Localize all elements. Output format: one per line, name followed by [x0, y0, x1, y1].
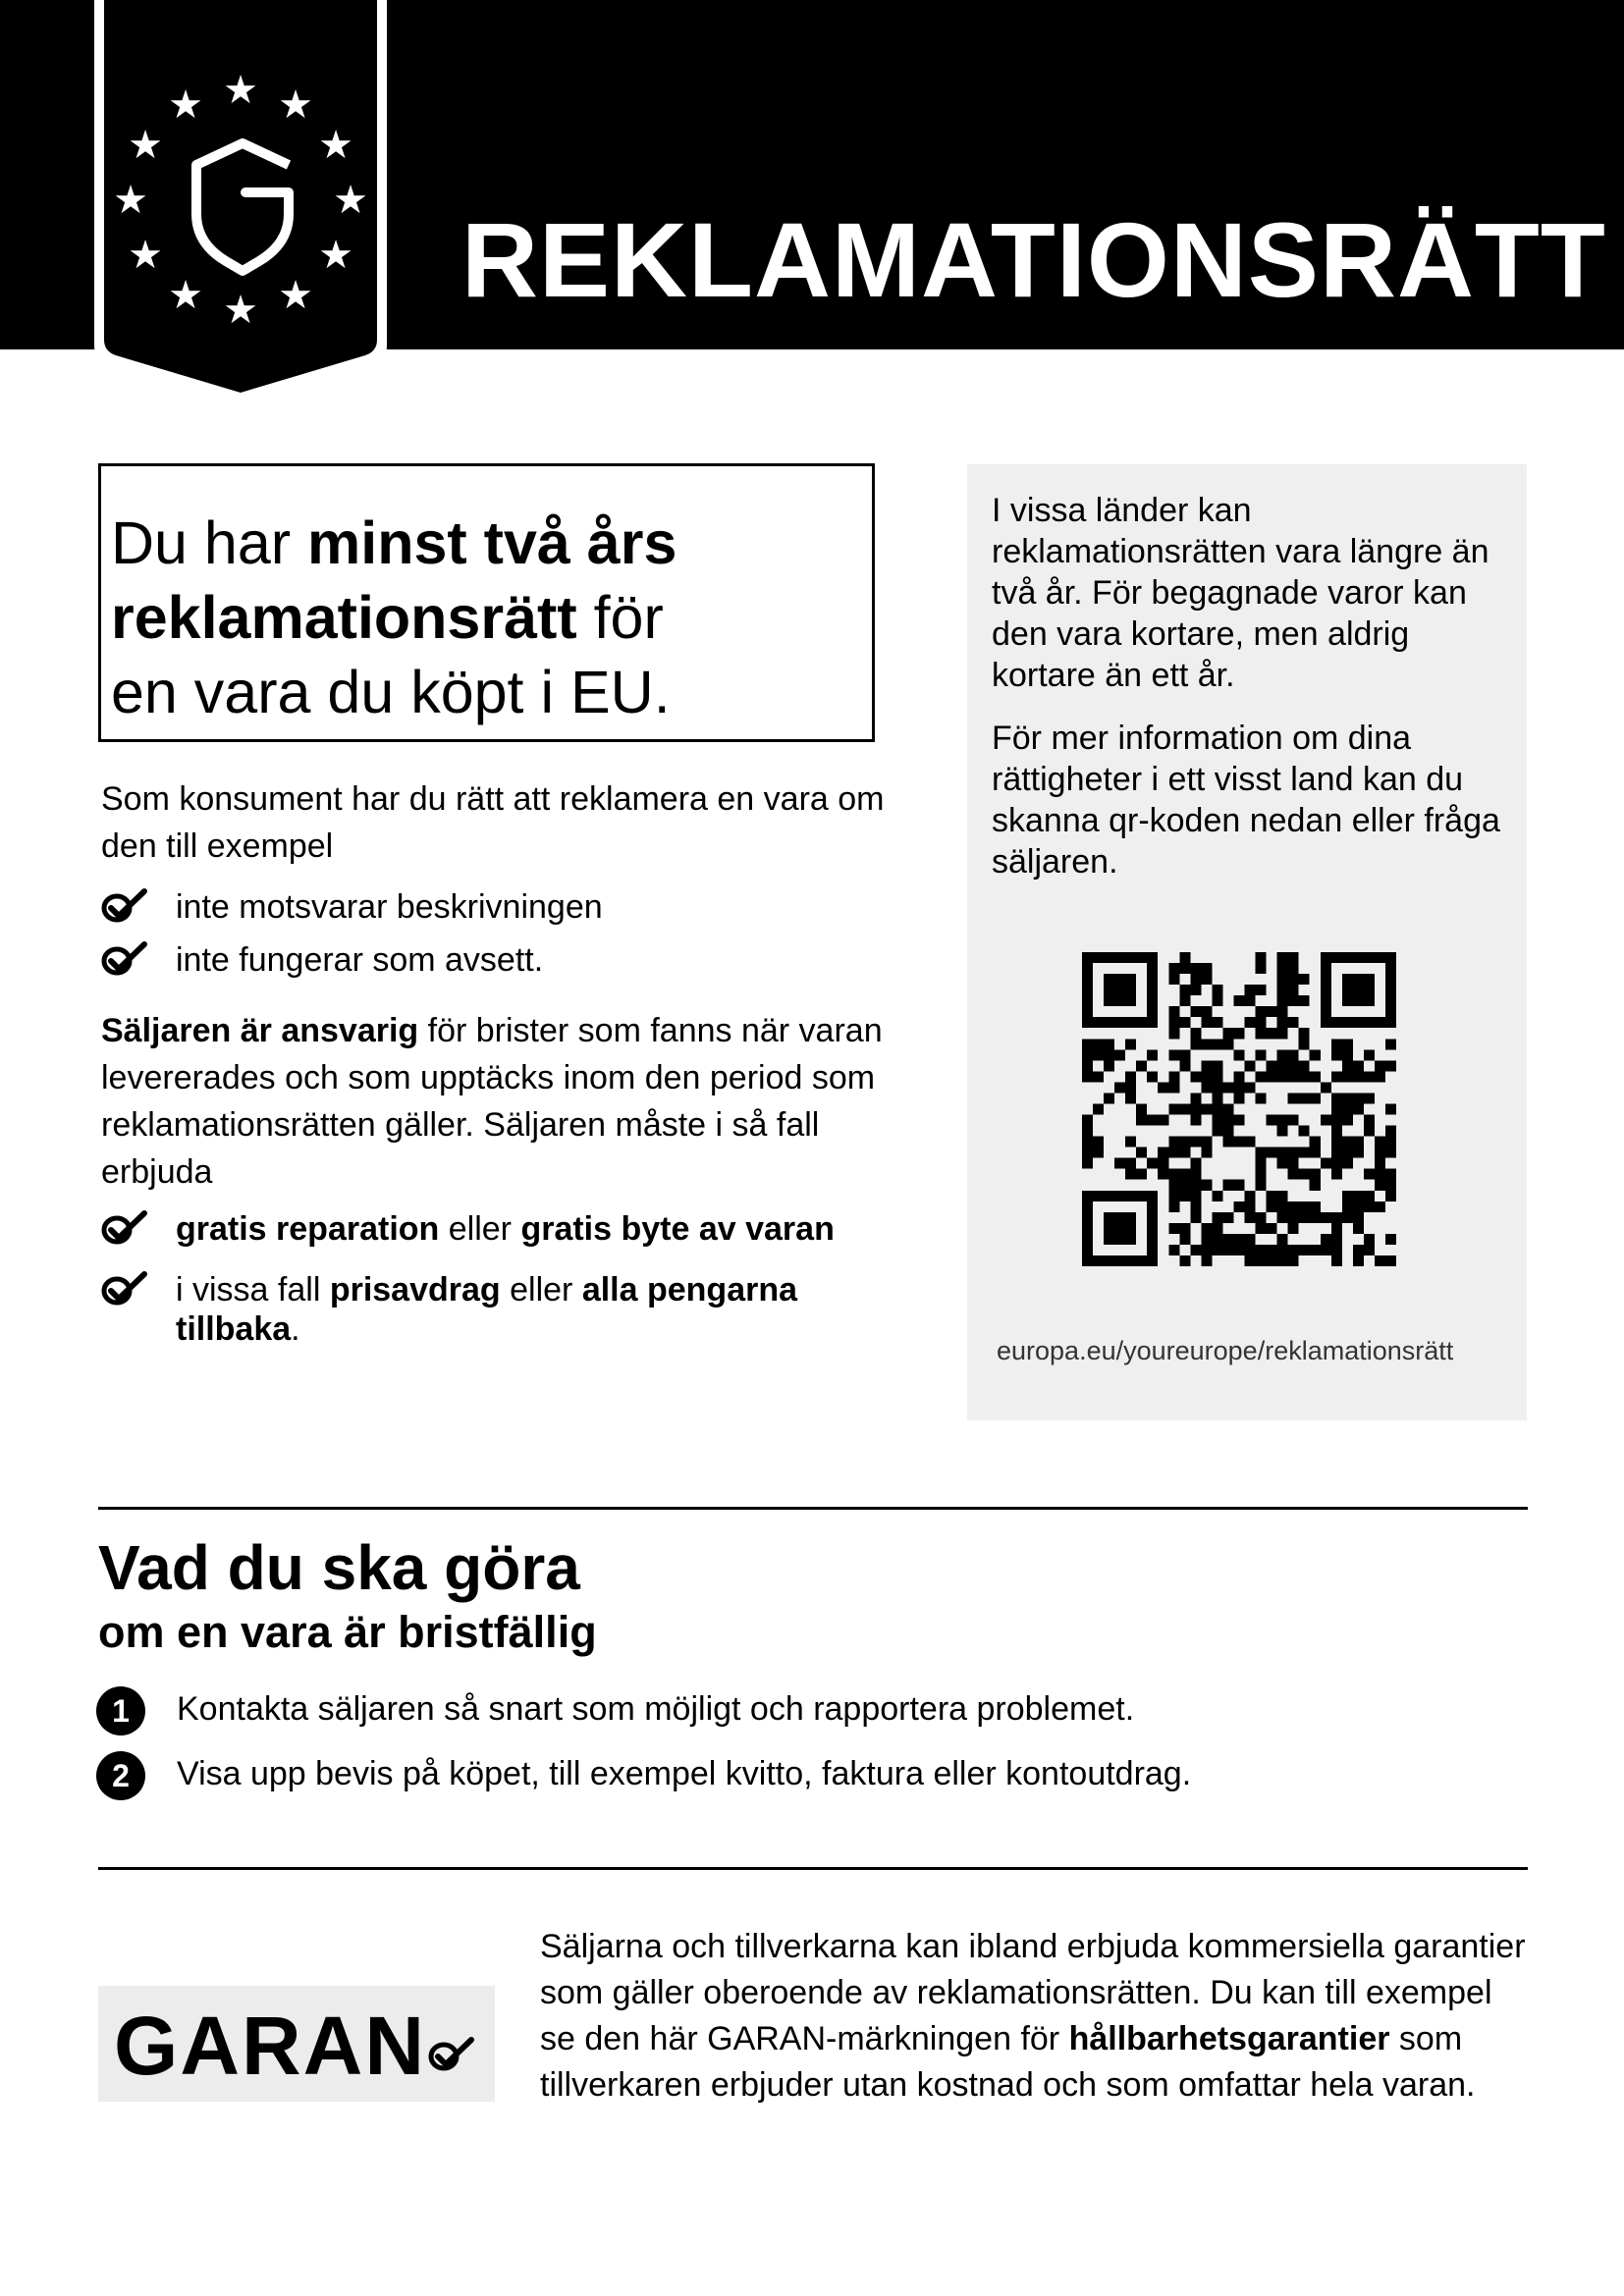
rights-column — [101, 775, 887, 1349]
step-item: 2 Visa upp bevis på köpet, till exempel kvitto, faktura eller kontoutdrag. — [96, 1751, 1191, 1816]
checkmark-icon — [101, 1270, 150, 1308]
checkmark-icon — [101, 1209, 150, 1247]
headline-box — [98, 463, 875, 742]
star-icon: ★ — [223, 288, 258, 333]
garan-description: Säljarna och tillverkarna kan ibland erbjuda kommersiella garantier som gäller oberoende av reklamationsrätten. Du kan till exempel se den här GARAN-märkningen för hållbarhetsgarantier som tillverkaren erbjuder utan kostnad och som omfattar hela varan. — [540, 1928, 1526, 2104]
divider — [98, 1867, 1528, 1870]
steps-list — [96, 1686, 1191, 1816]
star-icon: ★ — [223, 68, 258, 113]
star-icon: ★ — [333, 178, 368, 223]
page-title: REKLAMATIONSRÄTT — [461, 200, 1606, 319]
list-item: i vissa fall prisavdrag eller alla pengarna tillbaka. — [101, 1270, 887, 1349]
info-url[interactable]: europa.eu/youreurope/reklamationsrätt — [997, 1336, 1454, 1365]
section-title: Vad du ska göra — [98, 1532, 580, 1603]
remedy-list — [101, 1209, 887, 1349]
step-number-badge: 2 — [96, 1751, 145, 1800]
seller-responsibility-text: Säljaren är ansvarig för brister som fanns när varan levererades och som upptäcks inom den period som reklamationsrätten gäller. Säljaren måste i så fall erbjuda — [101, 1012, 883, 1191]
checkmark-icon — [101, 940, 150, 978]
section-subtitle: om en vara är bristfällig — [98, 1607, 597, 1657]
headline: Du har minst två års reklamationsrätt för en vara du köpt i EU. — [111, 509, 677, 725]
garan-label-box — [98, 1986, 495, 2102]
info-paragraph-1: I vissa länder kan reklamationsrätten vara längre än två år. För begagnade varor kan den vara kortare, men aldrig kortare än ett år. — [992, 492, 1489, 694]
list-item: gratis reparation eller gratis byte av varan — [101, 1209, 887, 1270]
checkmark-icon — [428, 2035, 477, 2074]
defect-list — [101, 887, 887, 995]
intro-text: Som konsument har du rätt att reklamera en vara om den till exempel — [101, 780, 885, 865]
info-box — [967, 464, 1527, 1420]
eu-guarantee-shield-logo — [92, 0, 389, 404]
star-icon: ★ — [318, 123, 353, 168]
list-item: inte motsvarar beskrivningen — [101, 887, 887, 940]
step-item: 1 Kontakta säljaren så snart som möjligt och rapportera problemet. — [96, 1686, 1191, 1751]
star-icon: ★ — [278, 82, 313, 128]
star-icon: ★ — [168, 273, 203, 318]
info-paragraph-2: För mer information om dina rättigheter i ett visst land kan du skanna qr-koden nedan eller fråga säljaren. — [992, 720, 1500, 881]
checkmark-icon — [101, 887, 150, 925]
step-number-badge: 1 — [96, 1686, 145, 1735]
star-icon: ★ — [318, 233, 353, 278]
star-icon: ★ — [128, 233, 163, 278]
divider — [98, 1507, 1528, 1510]
list-item: inte fungerar som avsett. — [101, 940, 887, 995]
star-icon: ★ — [128, 123, 163, 168]
qr-code[interactable] — [1082, 952, 1396, 1266]
star-icon: ★ — [113, 178, 148, 223]
star-icon: ★ — [168, 82, 203, 128]
star-icon: ★ — [278, 273, 313, 318]
garan-logo-text: GARAN — [114, 2000, 426, 2092]
